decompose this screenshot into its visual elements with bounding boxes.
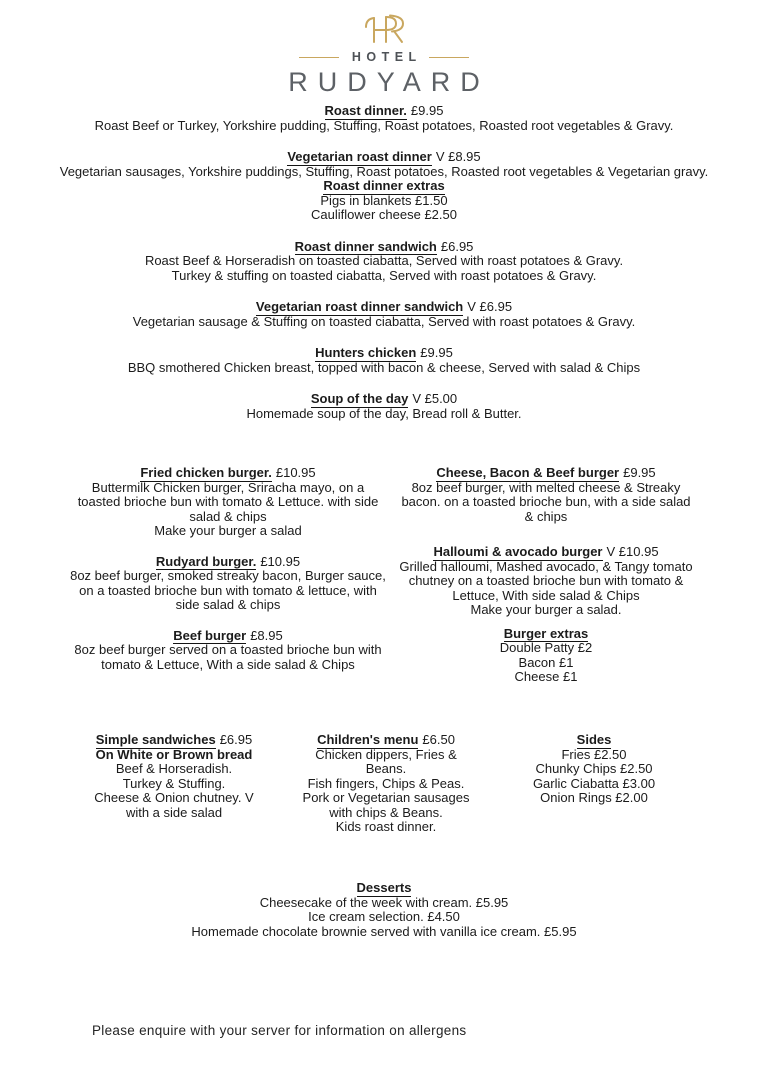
section-price: V £8.95 xyxy=(435,149,481,164)
section-heading xyxy=(302,733,470,748)
section-price: V £10.95 xyxy=(606,544,659,559)
section-sides xyxy=(513,733,675,806)
section-desserts xyxy=(54,881,714,939)
section-price: £9.95 xyxy=(420,345,453,360)
menu-line: Ice cream selection. £4.50 xyxy=(308,909,460,924)
section-title: Fried chicken burger. xyxy=(140,465,272,480)
menu-line: Onion Rings £2.00 xyxy=(540,790,648,805)
section-title: Soup of the day xyxy=(310,391,409,406)
section-title: Hunters chicken xyxy=(315,345,417,360)
section-fried-chicken-burger xyxy=(70,466,386,539)
menu-line: Turkey & stuffing on toasted ciabatta, Served with roast potatoes & Gravy. xyxy=(171,267,597,283)
menu-line: Double Patty £2 xyxy=(499,640,593,655)
section-title: Rudyard burger. xyxy=(155,553,257,569)
section-heading xyxy=(70,555,386,570)
section-heading xyxy=(54,881,714,896)
section-title: Vegetarian roast dinner xyxy=(287,149,432,164)
brand-name: RUDYARD xyxy=(288,66,490,97)
hotel-word-row xyxy=(0,50,768,65)
section-hunters-chicken xyxy=(54,346,714,375)
menu-line: with a side salad xyxy=(125,804,223,820)
menu-line: Cheesecake of the week with cream. £5.95 xyxy=(259,894,509,910)
section-heading xyxy=(398,466,694,481)
menu-line: Make your burger a salad. xyxy=(470,602,622,617)
section-title: Roast dinner sandwich xyxy=(294,238,437,254)
section-heading xyxy=(54,300,714,315)
menu-line: Garlic Ciabatta £3.00 xyxy=(532,775,656,791)
menu-line: Cauliflower cheese £2.50 xyxy=(311,207,457,222)
allergen-note: Please enquire with your server for information on allergens xyxy=(92,1023,467,1038)
section-price: £6.95 xyxy=(440,238,474,254)
main-menu-column xyxy=(54,104,714,438)
section-price: £6.95 xyxy=(219,732,253,747)
hr-monogram-icon xyxy=(344,12,424,48)
section-title: Burger extras xyxy=(503,625,589,641)
section-price: V £5.00 xyxy=(412,391,458,406)
section-heading xyxy=(513,733,675,748)
section-heading xyxy=(54,240,714,255)
section-title: Beef burger xyxy=(173,627,247,643)
section-price: £6.50 xyxy=(422,732,455,747)
section-soup-of-the-day xyxy=(54,392,714,421)
section-title: Roast dinner. xyxy=(324,103,407,118)
menu-line: Fries £2.50 xyxy=(561,746,627,762)
section-cheese-bacon-beef-burger xyxy=(398,466,694,524)
section-price: £10.95 xyxy=(275,465,316,480)
burgers-left-column xyxy=(70,466,386,688)
section-beef-burger xyxy=(70,629,386,673)
section-title: Cheese, Bacon & Beef burger xyxy=(436,465,620,480)
section-vegetarian-roast-dinner-sandwich xyxy=(54,300,714,329)
section-heading xyxy=(398,627,694,642)
section-title: Vegetarian roast dinner sandwich xyxy=(255,299,464,314)
section-roast-dinner-sandwich xyxy=(54,240,714,284)
section-vegetarian-roast-dinner xyxy=(54,150,714,179)
section-burger-extras xyxy=(398,627,694,685)
section-roast-dinner-extras xyxy=(54,179,714,223)
menu-line: Homemade chocolate brownie served with vanilla ice cream. £5.95 xyxy=(191,923,577,939)
menu-line: Fish fingers, Chips & Peas. xyxy=(307,775,465,791)
menu-line: Homemade soup of the day, Bread roll & Butter. xyxy=(246,405,522,421)
menu-line: Roast Beef & Horseradish on toasted ciabatta, Served with roast potatoes & Gravy. xyxy=(144,253,624,268)
section-title: Sides xyxy=(576,732,612,747)
section-title: Children's menu xyxy=(317,732,419,747)
menu-line: Cheese & Onion chutney. V xyxy=(94,790,254,805)
section-childrens-menu xyxy=(302,733,470,835)
menu-line: Make your burger a salad xyxy=(154,523,302,538)
menu-line: 8oz beef burger, smoked streaky bacon, Burger sauce, on a toasted brioche bun with tomato & lettuce, with side salad & chips xyxy=(70,568,386,612)
section-title: Halloumi & avocado burger xyxy=(433,544,603,559)
section-roast-dinner xyxy=(54,104,714,133)
section-heading xyxy=(54,346,714,361)
section-price: £10.95 xyxy=(260,553,301,569)
section-price: £8.95 xyxy=(250,627,283,643)
menu-line: Roast Beef or Turkey, Yorkshire pudding, Stuffing, Roast potatoes, Roasted root vegetables & Gravy. xyxy=(94,117,674,133)
menu-line: 8oz beef burger, with melted cheese & Streaky bacon. on a toasted brioche bun, with a side salad & chips xyxy=(401,479,691,524)
hotel-rudyard-logo xyxy=(0,12,768,96)
section-title: Desserts xyxy=(356,880,412,895)
section-title: Roast dinner extras xyxy=(323,178,445,193)
hotel-word: HOTEL xyxy=(351,50,422,64)
menu-line: Chicken dippers, Fries & Beans. xyxy=(315,746,457,776)
burgers-right-column xyxy=(398,466,694,702)
section-heading xyxy=(70,466,386,481)
section-heading xyxy=(54,179,714,194)
menu-line: Beef & Horseradish. xyxy=(115,761,233,776)
menu-line: Chunky Chips £2.50 xyxy=(535,761,653,776)
section-heading xyxy=(70,629,386,644)
menu-line: Grilled halloumi, Mashed avocado, & Tangy tomato chutney on a toasted brioche bun with tomato & Lettuce, With side salad & Chips xyxy=(399,558,693,603)
menu-line: Vegetarian sausage & Stuffing on toasted ciabatta, Served with roast potatoes & Gravy. xyxy=(132,313,636,329)
section-title: Simple sandwiches xyxy=(95,732,216,747)
menu-line: Kids roast dinner. xyxy=(335,819,437,834)
section-subtitle: On White or Brown bread xyxy=(95,746,253,762)
menu-line: Cheese £1 xyxy=(514,669,578,684)
section-simple-sandwiches xyxy=(88,733,260,820)
menu-line: Pigs in blankets £1.50 xyxy=(320,192,448,208)
menu-line: Bacon £1 xyxy=(518,654,574,670)
section-heading xyxy=(54,150,714,165)
section-heading xyxy=(54,392,714,407)
menu-line: Vegetarian sausages, Yorkshire puddings, Stuffing, Roast potatoes, Roasted root vegetables & Vegetarian gravy. xyxy=(59,163,709,179)
gold-rule-left xyxy=(299,57,339,58)
menu-line: Buttermilk Chicken burger, Sriracha mayo, on a toasted brioche bun with tomato & Lettuce. with side salad & chips xyxy=(77,479,379,524)
section-price: £9.95 xyxy=(410,103,444,118)
gold-rule-right xyxy=(429,57,469,58)
section-halloumi-avocado-burger xyxy=(398,545,694,618)
menu-line: Turkey & Stuffing. xyxy=(122,775,226,791)
section-heading xyxy=(54,104,714,119)
menu-line: Pork or Vegetarian sausages with chips & Beans. xyxy=(302,790,470,820)
section-rudyard-burger xyxy=(70,555,386,613)
section-heading xyxy=(398,545,694,560)
menu-line: 8oz beef burger served on a toasted brioche bun with tomato & Lettuce, With a side salad & Chips xyxy=(74,642,382,672)
section-heading xyxy=(88,733,260,748)
section-price: V £6.95 xyxy=(467,299,513,314)
menu-line: BBQ smothered Chicken breast, topped with bacon & cheese, Served with salad & Chips xyxy=(127,359,641,375)
section-price: £9.95 xyxy=(623,465,656,480)
